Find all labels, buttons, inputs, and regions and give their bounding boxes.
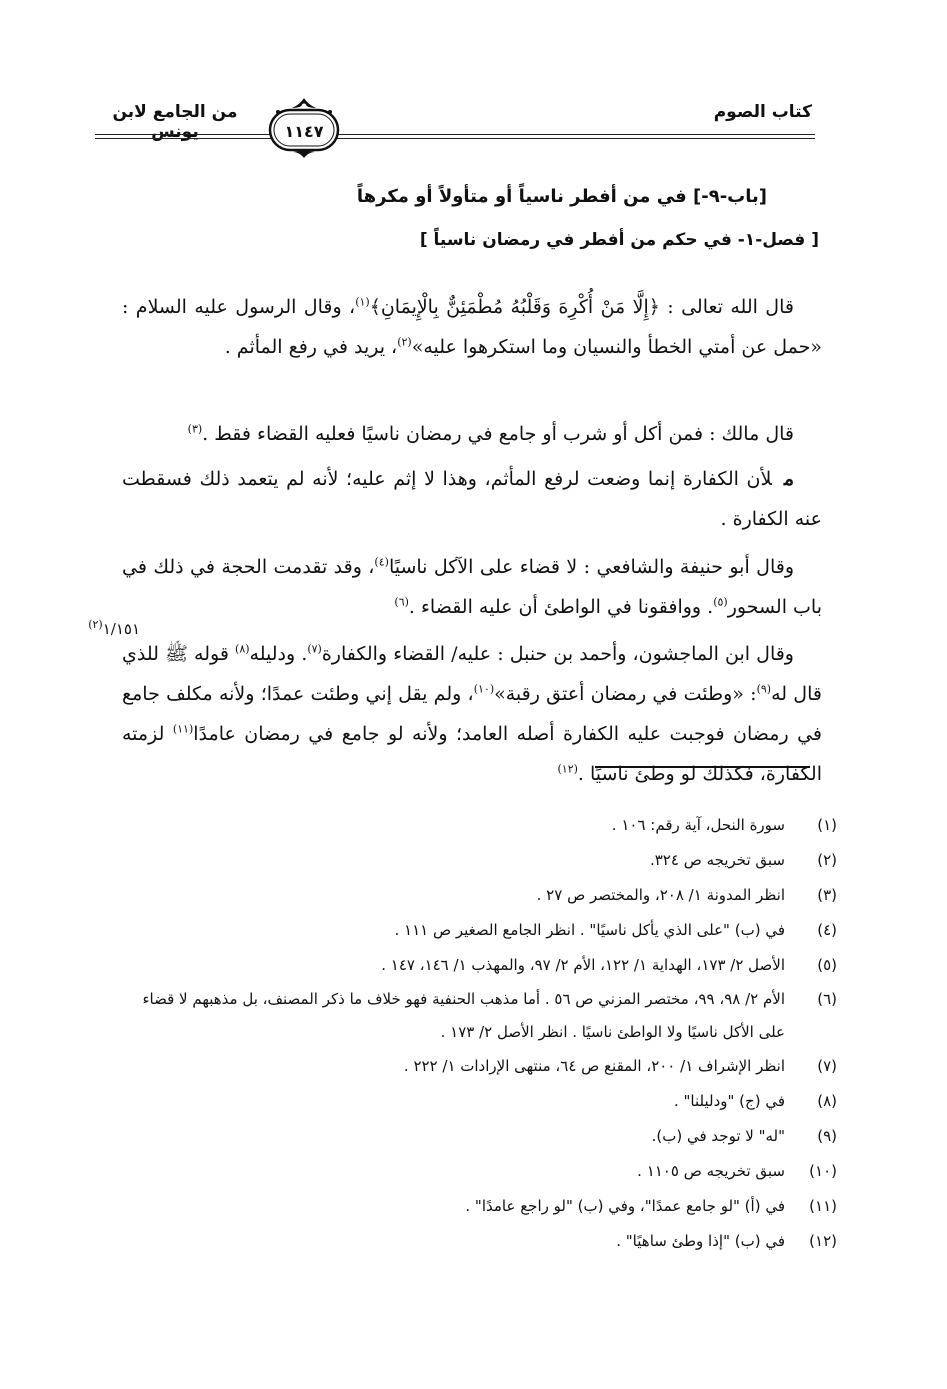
footnote-number: (١١) [809,1197,837,1215]
paragraph-text: وقال أبو حنيفة والشافعي : لا قضاء على الآكل ناسيًا [388,556,794,578]
footnote-ref: (٦) [394,595,409,609]
footnote-text: الأصل ٢/ ١٧٣، الهداية ١/ ١٢٢، الأم ٢/ ٩٧، والمهذب ١/ ١٤٦، ١٤٧ . [381,956,785,974]
chapter-heading: [باب-٩-] في من أفطر ناسياً أو متأولاً أو مكرهاً [356,186,767,207]
footnote [117,843,837,878]
footnote-number: (٨) [817,1092,837,1110]
footnote-ref: (١١) [172,722,194,736]
paragraph-text: لأن الكفارة إنما وضعت لرفع المأثم، وهذا لا إثم عليه؛ لأنه لم يتعمد ذلك فسقطت عنه الكفارة . [122,468,822,530]
paragraph-quran-hadith [122,287,822,367]
page-number-ornament [266,96,342,160]
footnote-text: الأم ٢/ ٩٨، ٩٩، مختصر المزني ص ٥٦ . أما مذهب الحنفية فهو خلاف ما ذكر المصنف، بل مذهبهم لا قضاء على الأكل ناسيًا ولا الواطئ ناسيًا . انظر الأصل ٢/ ١٧٣ . [142,990,785,1041]
footnote-text: في (أ) "لو جامع عمدًا"، وفي (ب) "لو راجع عامدًا" . [465,1197,785,1215]
section-heading: [ فصل-١- في حكم من أفطر في رمضان ناسياً ] [419,230,819,250]
paragraph-text: وقال ابن الماجشون، وأحمد بن حنبل : عليه/ القضاء والكفارة [321,643,794,665]
paragraph-text: . ودليله [249,643,308,665]
running-header-chapter: كتاب الصوم [713,102,812,122]
footnote-number: (٥) [817,956,837,974]
footnote [117,1049,837,1084]
footnote-text: في (ب) "على الذي يأكل ناسيًا" . انظر الجامع الصغير ص ١١١ . [394,921,785,939]
footnote-text: "له" لا توجد في (ب). [651,1127,785,1145]
paragraph-text: ، ولم يقل إني وطئت عمدًا؛ ولأنه مكلف جامع في رمضان فوجبت عليه الكفارة أصله العامد؛ ولأنه لو جامع في رمضان عامدًا [122,683,822,745]
marginal-marker: م [783,468,794,490]
footnote [117,983,837,1049]
footnote [117,948,837,983]
paragraph-text: : «وطئت في رمضان أعتق رقبة» [494,683,757,705]
footnote-ref: (٤) [374,555,389,569]
footnote-text: سورة النحل، آية رقم: ١٠٦ . [611,816,785,834]
footnote-text: في (ب) "إذا وطئ ساهيًا" . [616,1232,785,1250]
footnote-number: (٤) [817,921,837,939]
footnote-text: سبق تخريجه ص ٣٢٤. [649,851,785,869]
footnote-number: (٢) [817,851,837,869]
footnote-number: (٩) [817,1127,837,1145]
footnote-number: (٧) [817,1057,837,1075]
paragraph-text: ، وقال الرسول عليه السلام : «حمل عن أمتي الخطأ والنسيان وما استكرهوا عليه» [122,296,822,358]
footnote-ref: (٩) [756,682,772,696]
footnote-text: انظر الإشراف ١/ ٢٠٠، المقنع ص ٦٤، منتهى الإرادات ١/ ٢٢٢ . [403,1057,785,1075]
footnote-ref: (١٢) [557,762,578,776]
footnote-ref: (٥) [713,595,728,609]
footnotes-list [117,808,837,1259]
footnote [117,808,837,843]
footnote-ref: (٢) [397,335,412,349]
paragraph-text: ، وقد تقدمت الحجة في ذلك في باب السحور [122,556,822,618]
paragraph-text: قال الله تعالى : ﴿إِلَّا مَنْ أُكْرِهَ وَقَلْبُهُ مُطْمَئِنٌّ بِالْإِيمَانِ﴾ [369,296,794,318]
footnote-ref: (٢) [88,618,103,631]
footnote-ref: (٣) [187,422,203,436]
paragraph-abu-hanifa [122,547,822,627]
footnote-text: انظر المدونة ١/ ٢٠٨، والمختصر ص ٢٧ . [536,886,785,904]
paragraph-text: قال مالك : فمن أكل أو شرب أو جامع في رمضان ناسيًا فعليه القضاء فقط . [202,423,794,445]
footnote [117,1224,837,1259]
paragraph-text: ، يريد في رفع المأثم . [224,336,398,358]
footnote-number: (١٢) [809,1232,837,1250]
paragraph-kaffara [122,459,822,539]
footnote-number: (١٠) [809,1162,837,1180]
footnote [117,913,837,948]
footnote-ref: (١٠) [473,682,495,696]
footnote-ref: (٧) [307,642,322,656]
footnote-ref: (١) [355,295,370,309]
header-rule-bottom [95,138,815,139]
footnote [117,1154,837,1189]
footnote [117,878,837,913]
paragraph-text: لزمته الكفارة، فكذلك لو وطئ ناسيًا . [122,723,822,785]
footnote-number: (١) [817,816,837,834]
footnote-separator [595,766,810,768]
folio-ref: ١/١٥١ [102,620,140,638]
footnote-number: (٣) [817,886,837,904]
header-rule-top [95,134,815,135]
running-header-book-title: من الجامع لابن يونس [112,102,238,142]
footnote-ref: (٨) [235,642,250,656]
page-number: ١١٤٧ [284,122,324,141]
footnote-number: (٦) [817,990,837,1008]
paragraph-text: . ووافقونا في الواطئ أن عليه القضاء . [408,596,714,618]
footnote-text: سبق تخريجه ص ١١٠٥ . [637,1162,785,1180]
footnote [117,1119,837,1154]
footnote [117,1189,837,1224]
paragraph-text: قوله ﷺ للذي قال له [122,643,822,705]
footnote-text: في (ج) "ودليلنا" . [673,1092,785,1110]
paragraph-majishun [122,634,822,794]
paragraph-malik [122,414,822,454]
footnote [117,1084,837,1119]
